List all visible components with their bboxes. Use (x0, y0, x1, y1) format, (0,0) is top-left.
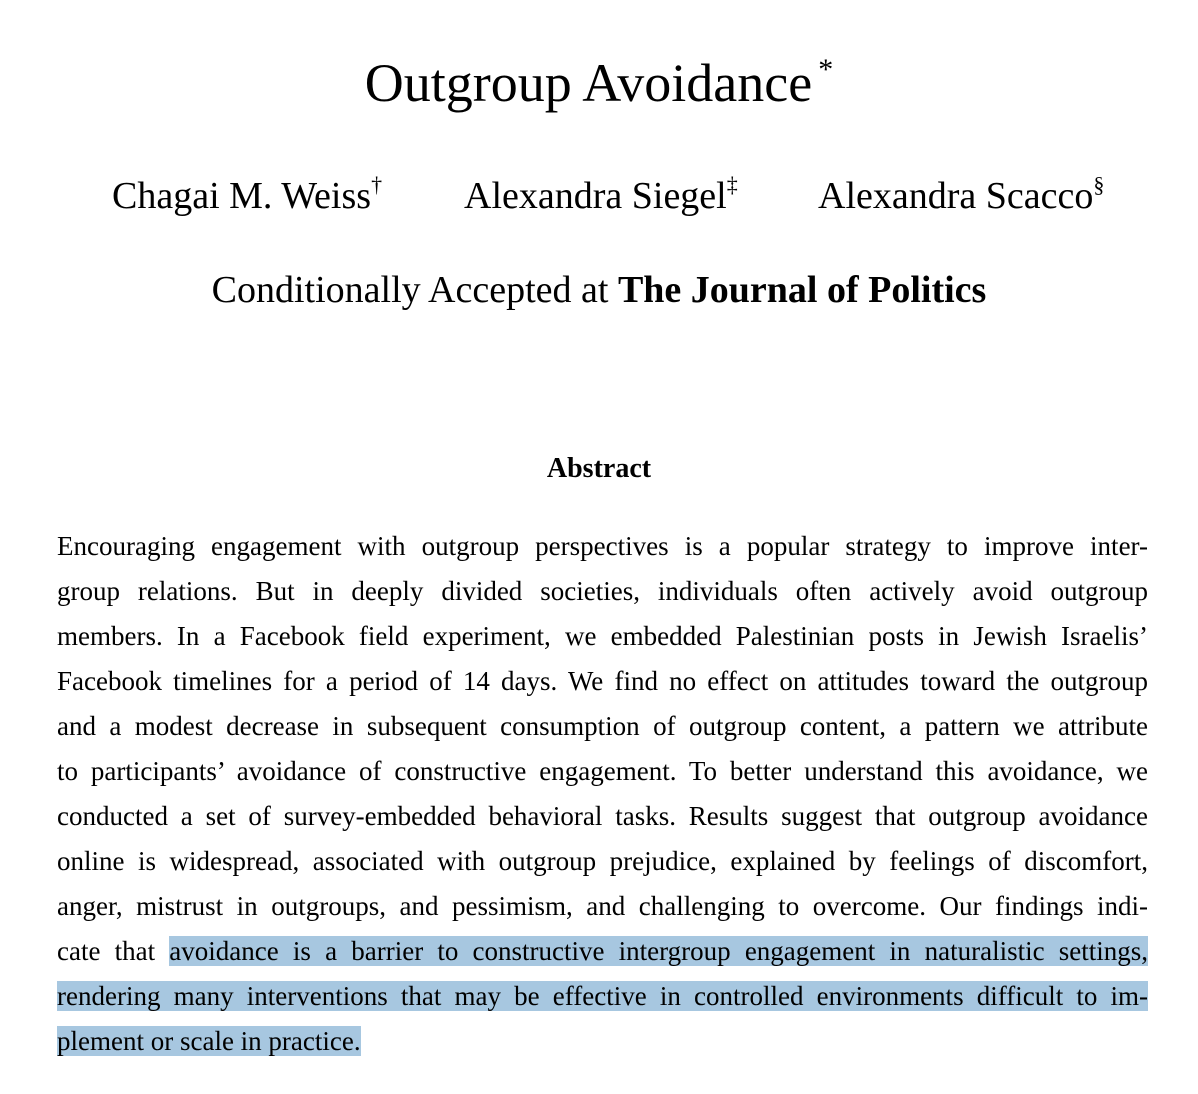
author-footnote-mark: † (371, 172, 383, 197)
title-footnote-mark: * (818, 53, 834, 86)
highlighted-text[interactable]: plement or scale in practice. (57, 1026, 361, 1056)
author-name: Alexandra Siegel (464, 175, 727, 217)
author-footnote-mark: ‡ (726, 172, 738, 197)
highlighted-text[interactable]: avoidance is a barrier to constructive intergroup engagement in naturalistic settings, (169, 936, 1148, 966)
abstract-line: and a modest decrease in subsequent consumption of outgroup content, a pattern we attribute (57, 711, 1148, 741)
abstract-line: to participants’ avoidance of constructive engagement. To better understand this avoidance, we (57, 756, 1148, 786)
author-footnote-mark: § (1093, 172, 1105, 197)
paper-title-text: Outgroup Avoidance (364, 53, 813, 113)
author-name: Alexandra Scacco (818, 175, 1094, 217)
author-2 (464, 172, 738, 220)
abstract-line: members. In a Facebook field experiment, we embedded Palestinian posts in Jewish Israelis’ (57, 621, 1148, 651)
abstract-heading: Abstract (546, 453, 652, 484)
abstract-body (57, 524, 1148, 1064)
author-1 (112, 172, 382, 220)
abstract-line: group relations. But in deeply divided societies, individuals often actively avoid outgroup (57, 576, 1148, 606)
abstract-line-highlighted (57, 1019, 1148, 1064)
venue-prefix: Conditionally Accepted at (211, 269, 609, 311)
highlighted-text[interactable]: rendering many interventions that may be effective in controlled environments difficult to im- (57, 981, 1148, 1011)
paper-title (0, 38, 1198, 115)
author-name: Chagai M. Weiss (112, 175, 372, 217)
abstract-line-with-highlight (57, 929, 1148, 974)
abstract-text: cate that (57, 936, 170, 966)
venue-line (0, 266, 1198, 314)
abstract-line: conducted a set of survey-embedded behavioral tasks. Results suggest that outgroup avoidance (57, 801, 1148, 831)
abstract-line: Facebook timelines for a period of 14 days. We find no effect on attitudes toward the outgroup (57, 666, 1148, 696)
abstract-line: anger, mistrust in outgroups, and pessimism, and challenging to overcome. Our findings indi- (57, 891, 1148, 921)
abstract-line-highlighted (57, 974, 1148, 1019)
journal-name: The Journal of Politics (617, 269, 987, 311)
abstract-line: online is widespread, associated with outgroup prejudice, explained by feelings of discomfort, (57, 846, 1148, 876)
author-3 (818, 172, 1104, 220)
abstract-line: Encouraging engagement with outgroup perspectives is a popular strategy to improve inter- (57, 531, 1148, 561)
